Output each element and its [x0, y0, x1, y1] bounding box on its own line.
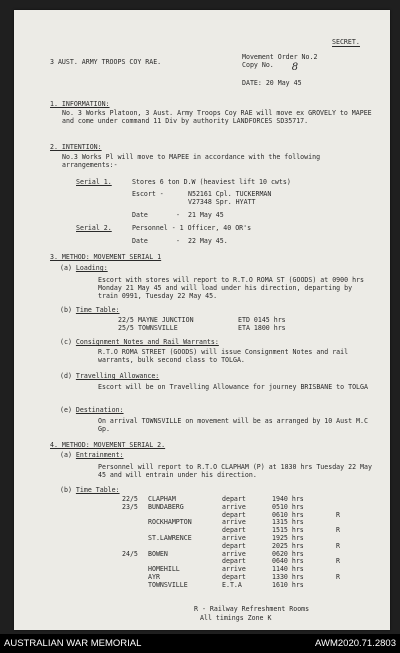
row-time: 0640 hrs: [272, 557, 304, 566]
table-row: [118, 324, 286, 332]
row-refreshment-flag: R: [336, 526, 340, 535]
refreshment-note: R - Railway Refreshment Rooms: [194, 605, 310, 613]
row-date: [122, 527, 148, 535]
row-refreshment-flag: R: [336, 572, 340, 581]
row-time: 1315 hrs: [272, 518, 304, 527]
row-place: TOWNSVILLE: [148, 580, 188, 589]
serial-2-label: Serial 2.: [76, 224, 112, 232]
section-method-serial-2-heading: 4. METHOD: MOVEMENT SERIAL 2.: [50, 441, 166, 449]
unit-name: 3 AUST. ARMY TROOPS COY RAE.: [50, 58, 162, 66]
row-action: arrive: [222, 518, 246, 527]
row-time: 1610 hrs: [272, 580, 304, 589]
time-table-1-item: (b) Time Table:: [60, 306, 120, 314]
row-action: depart: [222, 526, 246, 535]
information-text: No. 3 Works Platoon, 3 Aust. Army Troops Coy RAE will move ex GROVELY to MAPEE and come under command 11 Div by authority LANDFORCES SD35717.: [62, 109, 372, 126]
copy-number: Copy No. 8: [242, 61, 299, 73]
section-intention-heading: 2. INTENTION:: [50, 143, 102, 151]
movement-order-number: Movement Order No.2: [242, 53, 318, 61]
serial-1-escort-2: V27348 Spr. HYATT: [188, 198, 256, 206]
row-place: BUNDABERG: [148, 502, 184, 511]
entrainment-item: (a) Entrainment:: [60, 451, 124, 459]
serial-1-stores: Stores 6 ton D.W (heaviest lift 10 cwts): [132, 178, 291, 186]
row-refreshment-flag: [336, 582, 346, 590]
row-action: E.T.A: [222, 580, 242, 589]
loading-text: Escort with stores will report to R.T.O ROMA ST (GOODS) at 0900 hrs Monday 21 May 45 and will load under his direction, departing by train 0991, Tuesday 22 May 45.: [98, 276, 364, 301]
row-time: 0620 hrs: [272, 549, 304, 558]
row-date: [122, 582, 148, 590]
row-place: CLAPHAM: [148, 495, 176, 503]
loading-item: (a) Loading:: [60, 264, 108, 272]
travelling-allowance-item: (d) Travelling Allowance:: [60, 372, 160, 380]
archive-name: AUSTRALIAN WAR MEMORIAL: [4, 638, 142, 649]
row-place: MAYNE JUNCTION: [138, 316, 194, 324]
serial-1-date: 21 May 45: [188, 211, 224, 219]
serial-2-date-dash: -: [176, 237, 180, 245]
row-date: 23/5: [122, 502, 138, 511]
destination-item: (e) Destination:: [60, 406, 124, 414]
row-action: depart: [222, 541, 246, 550]
row-refreshment-flag: [336, 496, 346, 504]
row-date: 22/5: [118, 316, 134, 324]
time-table-2: [122, 496, 346, 590]
row-date: [122, 512, 148, 520]
row-refreshment-flag: R: [336, 510, 340, 519]
row-time: ETA 1800 hrs: [238, 324, 286, 333]
travelling-allowance-text: Escort will be on Travelling Allowance for journey BRISBANE to TOLGA: [98, 383, 368, 391]
zone-note: All timings Zone K: [200, 614, 272, 622]
serial-1-escort-1: N52161 Cpl. TUCKERMAN: [188, 190, 272, 198]
serial-2-date-label: Date: [132, 237, 148, 245]
section-information-heading: 1. INFORMATION:: [50, 100, 110, 108]
document-page: [14, 10, 390, 630]
row-date: [122, 558, 148, 566]
serial-1-date-dash: -: [176, 211, 180, 219]
row-action: depart: [222, 572, 246, 581]
row-action: depart: [222, 557, 246, 566]
row-time: 0610 hrs: [272, 510, 304, 519]
row-refreshment-flag: R: [336, 557, 340, 566]
order-date: DATE: 20 May 45: [242, 79, 302, 87]
serial-2-date: 22 May 45.: [188, 237, 228, 245]
time-table-2-item: (b) Time Table:: [60, 486, 120, 494]
row-date: [122, 519, 148, 527]
row-date: 25/5: [118, 324, 134, 333]
consignment-text: R.T.O ROMA STREET (GOODS) will issue Consignment Notes and rail warrants, bulk second class to TOLGA.: [98, 348, 349, 365]
row-time: ETD 0145 hrs: [238, 316, 286, 324]
row-action: arrive: [222, 549, 246, 558]
row-action: depart: [222, 495, 246, 503]
row-action: depart: [222, 510, 246, 519]
row-date: [122, 574, 148, 582]
row-action: arrive: [222, 502, 246, 511]
row-date: [122, 566, 148, 574]
row-action: arrive: [222, 565, 246, 574]
serial-1-label: Serial 1.: [76, 178, 112, 186]
row-date: 24/5: [122, 549, 138, 558]
row-action: arrive: [222, 533, 246, 542]
row-place: ROCKHAMPTON: [148, 518, 192, 527]
row-time: 1940 hrs: [272, 495, 304, 503]
row-time: 1925 hrs: [272, 533, 304, 542]
serial-1-escort-label: Escort -: [132, 190, 164, 198]
row-place: BOWEN: [148, 549, 168, 558]
row-date: [122, 535, 148, 543]
consignment-item: (c) Consignment Notes and Rail Warrants:: [60, 338, 219, 346]
row-time: 0510 hrs: [272, 502, 304, 511]
table-row: [118, 316, 286, 324]
section-method-serial-1-heading: 3. METHOD: MOVEMENT SERIAL 1: [50, 253, 162, 261]
row-time: 2025 hrs: [272, 541, 304, 550]
table-row: [122, 582, 346, 590]
intention-text: No.3 Works Pl will move to MAPEE in accordance with the following arrangements:-: [62, 153, 321, 170]
row-place: TOWNSVILLE: [138, 324, 178, 333]
destination-text: On arrival TOWNSVILLE on movement will be as arranged by 10 Aust M.C Gp.: [98, 417, 368, 434]
entrainment-text: Personnel will report to R.T.O CLAPHAM (P) at 1830 hrs Tuesday 22 May 45 and will entrain under his direction.: [98, 463, 372, 480]
row-place: AYR: [148, 572, 160, 581]
row-time: 1330 hrs: [272, 572, 304, 581]
serial-1-date-label: Date: [132, 211, 148, 219]
row-date: 22/5: [122, 495, 138, 503]
row-refreshment-flag: R: [336, 541, 340, 550]
classification-stamp: SECRET.: [332, 38, 360, 46]
archive-reference: AWM2020.71.2803: [315, 638, 396, 649]
row-place: HOMEHILL: [148, 565, 180, 574]
copy-number-value: 8: [291, 62, 299, 73]
archive-footer: [0, 634, 400, 653]
row-time: 1140 hrs: [272, 565, 304, 574]
row-place: ST.LAWRENCE: [148, 533, 192, 542]
time-table-1: [118, 316, 286, 332]
serial-2-personnel: Personnel - 1 Officer, 40 OR's: [132, 224, 252, 232]
row-time: 1515 hrs: [272, 526, 304, 535]
